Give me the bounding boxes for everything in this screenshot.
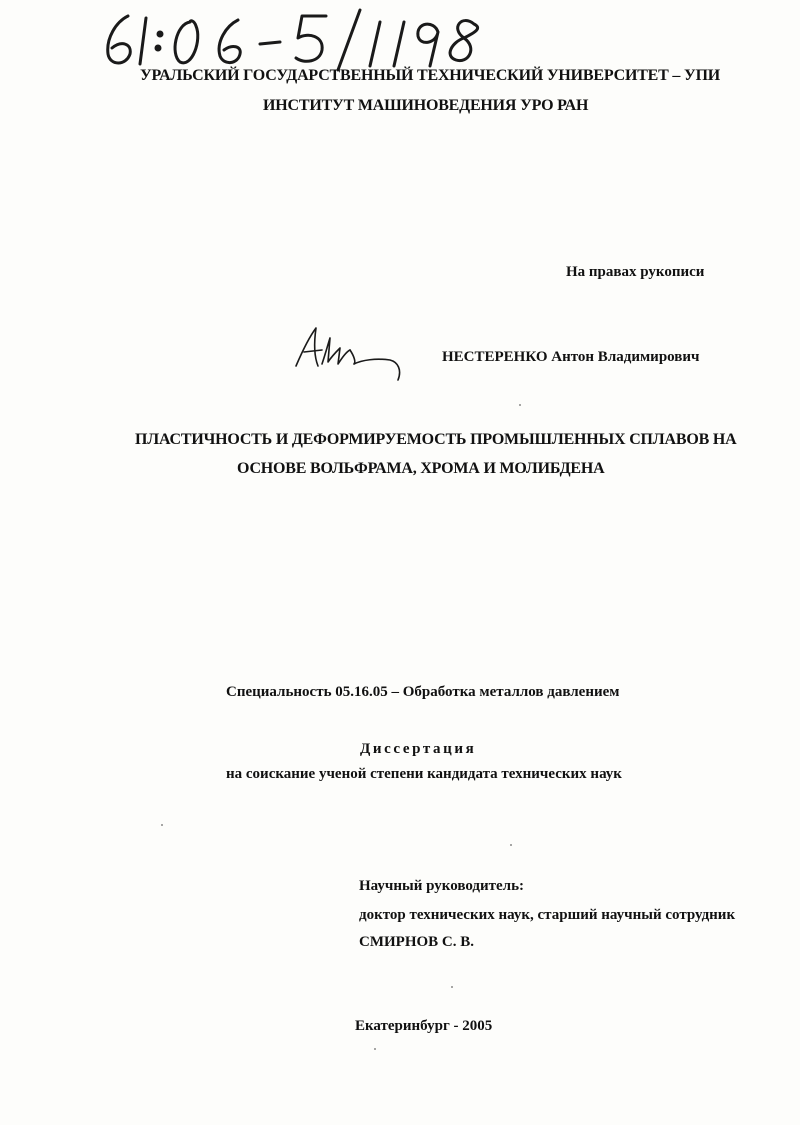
dissertation-title-line-2: ОСНОВЕ ВОЛЬФРАМА, ХРОМА И МОЛИБДЕНА — [237, 460, 605, 477]
institute-heading: ИНСТИТУТ МАШИНОВЕДЕНИЯ УРО РАН — [263, 97, 589, 114]
scan-speck — [451, 986, 453, 988]
university-heading: УРАЛЬСКИЙ ГОСУДАРСТВЕННЫЙ ТЕХНИЧЕСКИЙ УНИВЕРСИТЕТ – УПИ — [140, 67, 721, 84]
dissertation-label: Диссертация — [360, 741, 477, 757]
scan-speck — [519, 404, 521, 406]
specialty: Специальность 05.16.05 – Обработка металлов давлением — [226, 684, 620, 700]
scan-speck — [374, 1048, 376, 1050]
handwritten-archive-number — [98, 4, 498, 74]
degree-statement: на соискание ученой степени кандидата технических наук — [226, 766, 622, 782]
author-signature — [292, 322, 407, 384]
advisor-name: СМИРНОВ С. В. — [359, 934, 474, 950]
author-name: НЕСТЕРЕНКО Антон Владимирович — [442, 349, 700, 365]
advisor-title: доктор технических наук, старший научный сотрудник — [359, 907, 736, 923]
rights-note: На правах рукописи — [566, 264, 705, 280]
advisor-label: Научный руководитель: — [359, 878, 524, 894]
scan-speck — [161, 824, 163, 826]
city-year: Екатеринбург - 2005 — [355, 1018, 493, 1034]
dissertation-title-line-1: ПЛАСТИЧНОСТЬ И ДЕФОРМИРУЕМОСТЬ ПРОМЫШЛЕННЫХ СПЛАВОВ НА — [135, 431, 737, 448]
scan-speck — [510, 844, 512, 846]
